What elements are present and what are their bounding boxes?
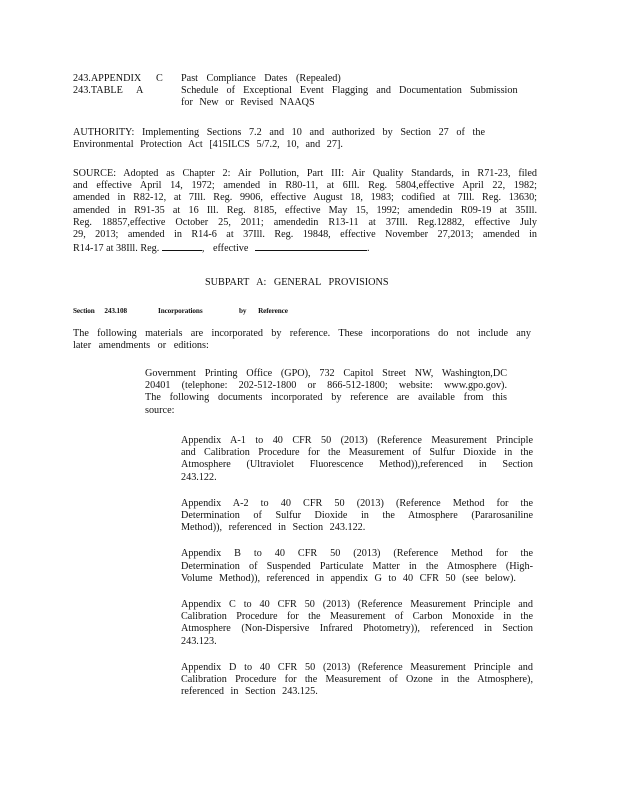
table-number: 243.TABLE (73, 85, 123, 97)
appendix-item-line: Appendix D to 40 CFR 50 (2013) (Reference Measurement Principle and (181, 661, 533, 673)
subpart-title: SUBPART A: GENERAL PROVISIONS (205, 277, 389, 288)
appendix-number: 243.APPENDIX (73, 73, 142, 84)
authority-line-1: AUTHORITY: Implementing Sections 7.2 and 10 and authorized by Section 27 of the (73, 127, 485, 138)
appendix-item-line: Appendix C to 40 CFR 50 (2013) (Reference Measurement Principle and (181, 599, 533, 611)
appendix-item-last-line: Volume Method)), referenced in appendix G to 40 CFR 50 (see below). (181, 572, 516, 584)
appendix-item-line: Appendix B to 40 CFR 50 (2013) (Reference Method for the (181, 548, 533, 560)
appendix-item (181, 498, 533, 535)
intro-line-1: The following materials are incorporated by reference. These incorporations do not include any (73, 328, 531, 339)
subpart-heading (205, 277, 405, 289)
section-title-2: by Reference (239, 307, 288, 315)
source-last-line: R14-17 at 38Ill. Reg. , effective . (73, 243, 370, 255)
source-line-2: and effective April 14, 1972; amended in R80-11, at 6Ill. Reg. 5804,effective April 22, 1982; (73, 180, 537, 192)
table-a-row (73, 85, 543, 97)
header-block (73, 73, 543, 110)
blank-register-line (162, 241, 202, 251)
section-title-1: Incorporations (158, 307, 203, 315)
appendix-item-last-line: Method)), referenced in Section 243.122. (181, 522, 366, 534)
table-title-line-1: Schedule of Exceptional Event Flagging and Documentation Submission (181, 85, 518, 97)
appendix-item-line: Calibration Procedure for the Measurement of Carbon Monoxide in the (181, 611, 533, 623)
source-line-5: Reg. 18857,effective October 25, 2011; amendedin R13-11 at 37Ill. Reg.12882, effective July (73, 216, 537, 228)
source-last-start: R14-17 at 38Ill. Reg. (73, 243, 160, 255)
appendix-item-line: Determination of Suspended Particulate Matter in the Atmosphere (High- (181, 560, 533, 572)
authority-paragraph (73, 127, 485, 151)
source-line-1: SOURCE: Adopted as Chapter 2: Air Pollution, Part III: Air Quality Standards, in R71-23, filed (73, 168, 537, 179)
appendix-item (181, 662, 533, 699)
section-number: Section 243.108 (73, 307, 128, 315)
table-letter: A (136, 85, 144, 97)
appendix-list (181, 435, 533, 698)
appendix-item-line: and Calibration Procedure for the Measurement of Sulfur Dioxide in the (181, 447, 533, 459)
source-line-6: 29, 2013; amended in R14-6 at 37Ill. Reg. 19848, effective November 27,2013; amended in (73, 229, 537, 241)
appendix-item-line: Appendix A-1 to 40 CFR 50 (2013) (Reference Measurement Principle (181, 435, 533, 446)
appendix-item-line: Atmosphere (Non-Dispersive Infrared Photometry)), referenced in Section (181, 623, 533, 635)
gpo-last-line: source: (145, 404, 175, 416)
appendix-item-last-line: 243.123. (181, 635, 217, 647)
appendix-item-last-line: 243.122. (181, 471, 217, 483)
table-title-line-2: for New or Revised NAAQS (181, 97, 315, 109)
appendix-item-line: Calibration Procedure for the Measurement of Ozone in the Atmosphere), (181, 674, 533, 686)
source-line-3: amended in R82-12, at 7Ill. Reg. 9906, effective August 18, 1983; codified at 7Ill. Reg. 13630; (73, 192, 537, 204)
gpo-paragraph (145, 368, 507, 417)
blank-effective-line (255, 241, 367, 251)
appendix-item-line: Atmosphere (Ultraviolet Fluorescence Method)),referenced in Section (181, 459, 533, 471)
gpo-line-3: The following documents incorporated by reference are available from this (145, 392, 507, 404)
appendix-title: Past Compliance Dates (Repealed) (181, 73, 341, 84)
gpo-line-1: Government Printing Office (GPO), 732 Capitol Street NW, Washington,DC (145, 368, 507, 379)
appendix-item (181, 599, 533, 648)
authority-line-2: Environmental Protection Act [415ILCS 5/7.2, 10, and 27]. (73, 139, 343, 151)
source-line-4: amended in R91-35 at 16 Ill. Reg. 8185, effective May 15, 1992; amendedin R09-19 at 35Ill. (73, 204, 537, 216)
appendix-c-row (73, 73, 543, 85)
appendix-item (181, 548, 533, 585)
section-heading (73, 305, 323, 317)
appendix-item-line: Appendix A-2 to 40 CFR 50 (2013) (Reference Method for the (181, 497, 533, 509)
gpo-lines (145, 368, 507, 405)
appendix-item-line: Determination of Sulfur Dioxide in the Atmosphere (Pararosaniline (181, 510, 533, 522)
gpo-line-2: 20401 (telephone: 202-512-1800 or 866-512-1800; website: www.gpo.gov). (145, 380, 507, 392)
source-paragraph (73, 168, 537, 255)
table-a-row-2 (73, 97, 543, 109)
appendix-item-last-line: referenced in Section 243.125. (181, 686, 318, 698)
source-last-mid: effective (212, 243, 249, 255)
appendix-letter: C (156, 73, 163, 84)
intro-paragraph (73, 328, 531, 352)
source-lines (73, 168, 537, 241)
intro-line-2: later amendments or editions: (73, 340, 209, 352)
appendix-item (181, 435, 533, 484)
